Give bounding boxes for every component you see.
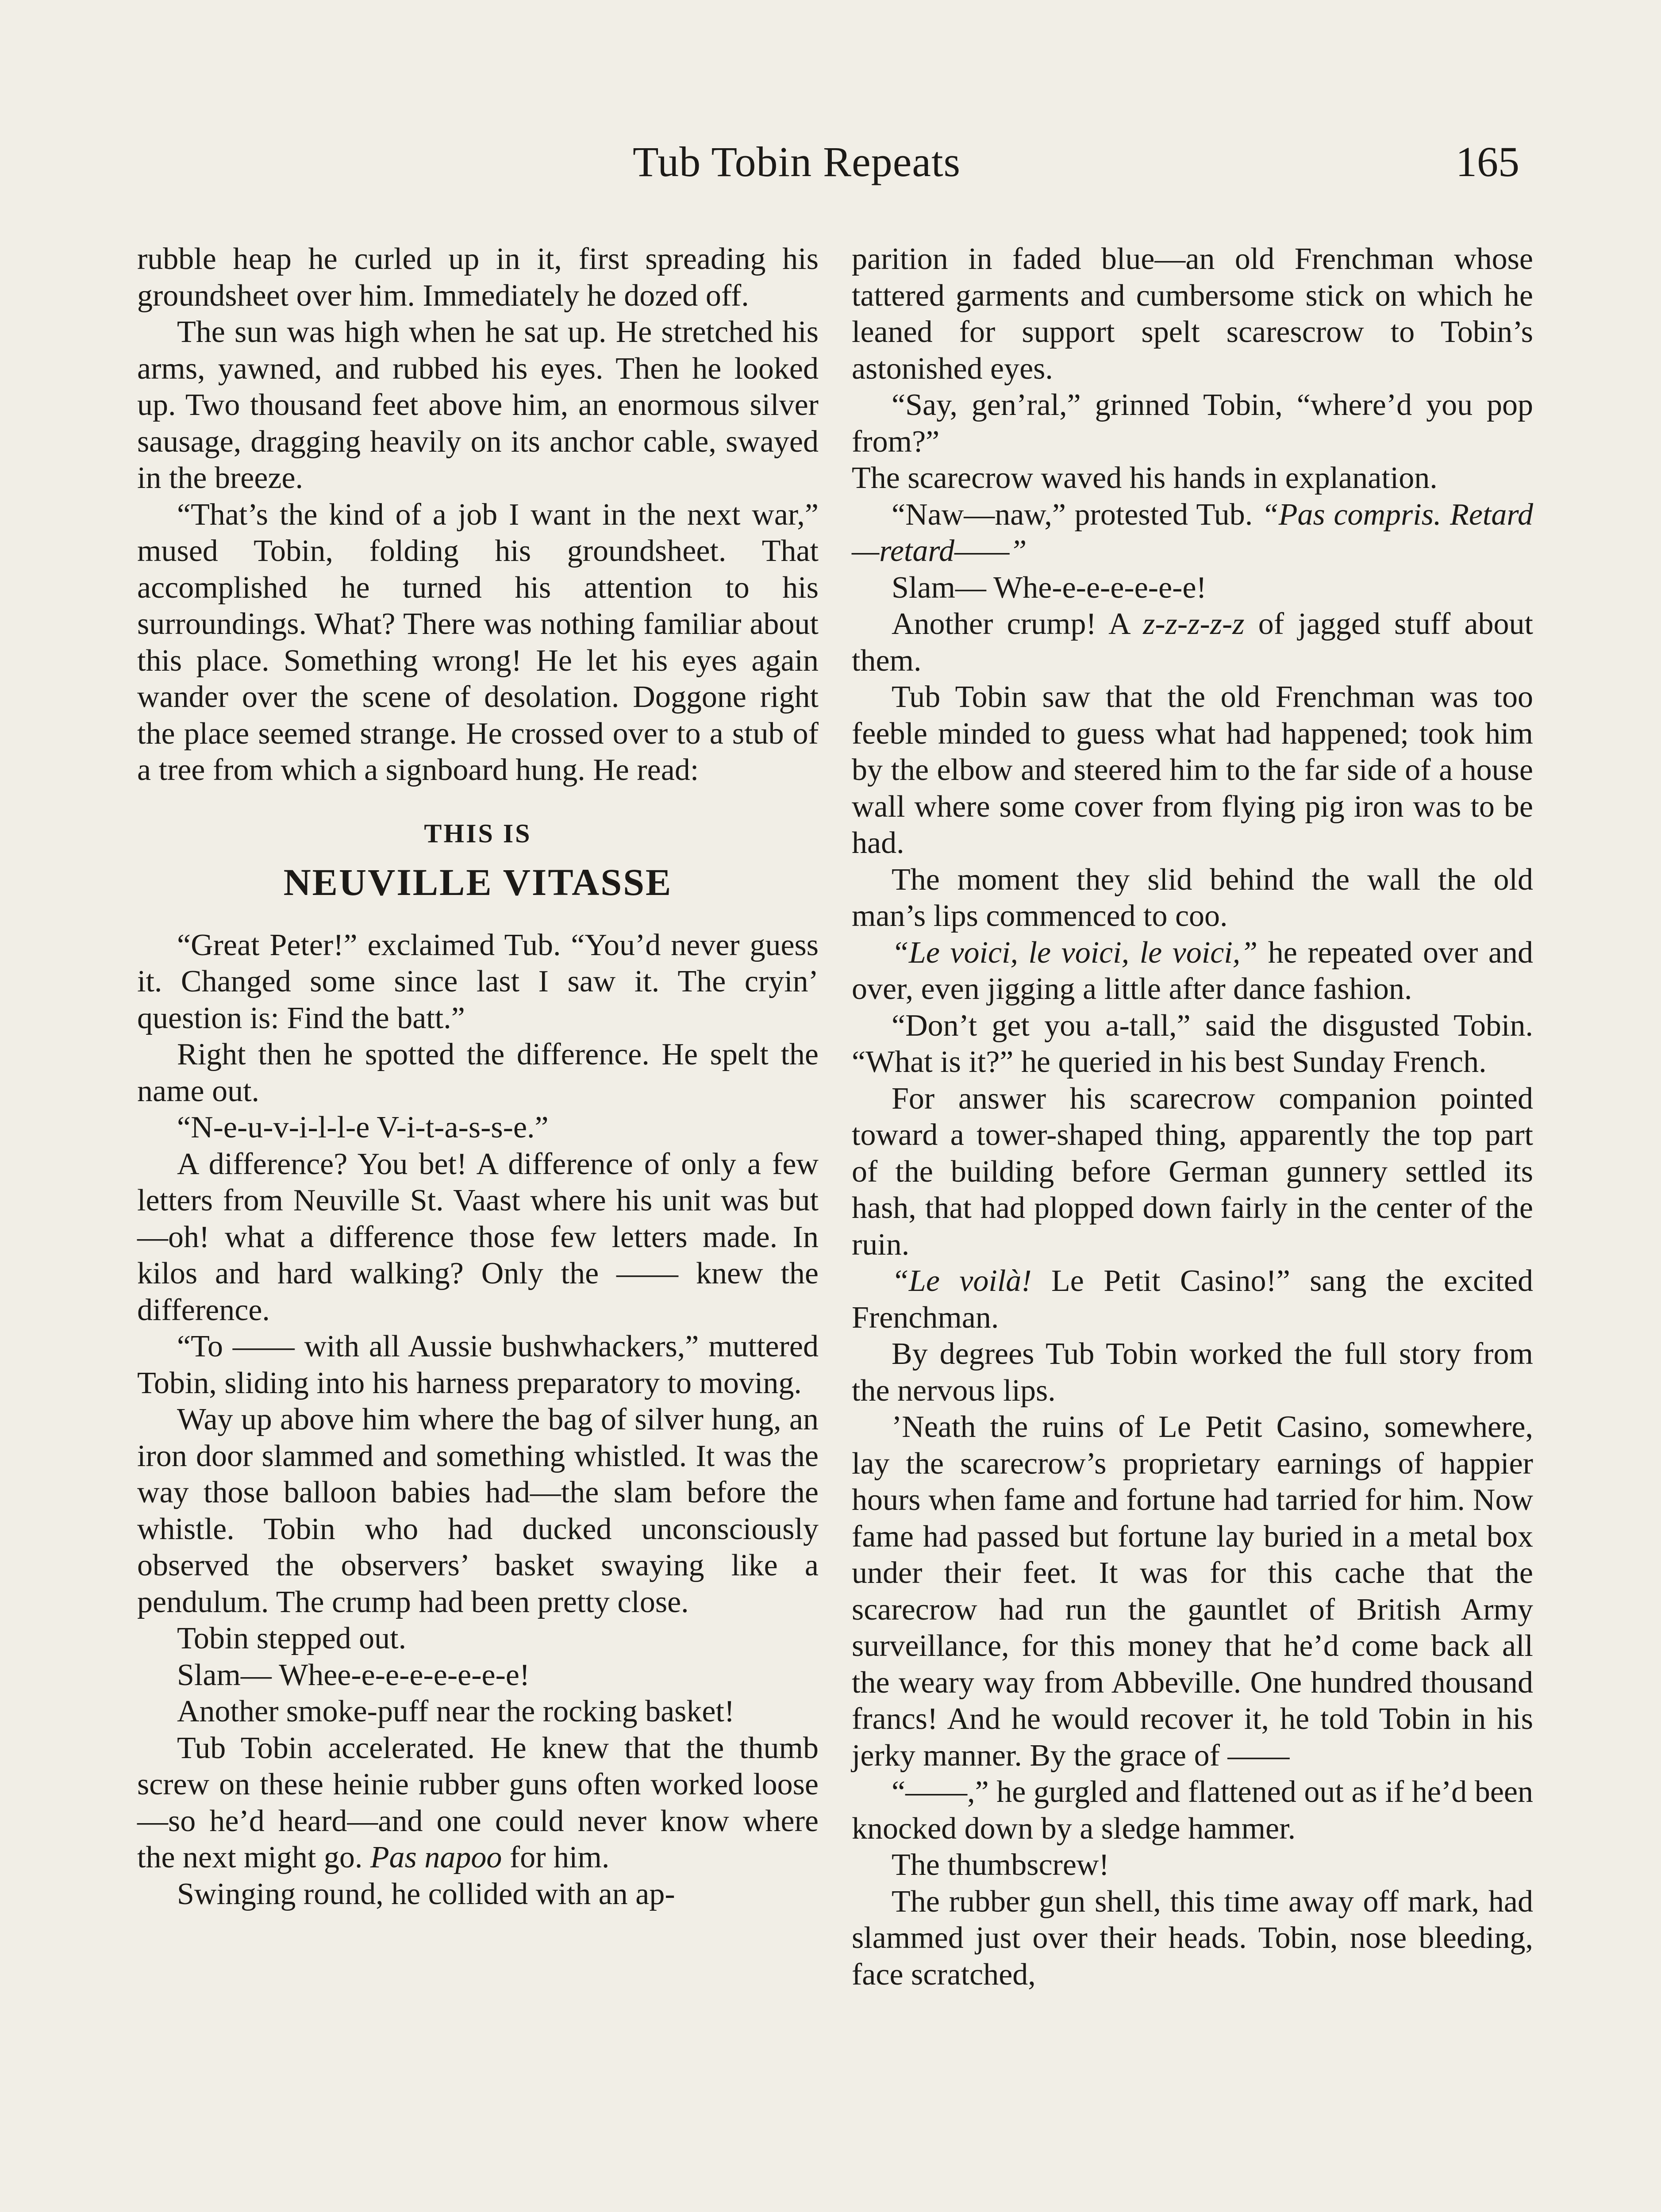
paragraph: “N-e-u-v-i-l-l-e V-i-t-a-s-s-e.” xyxy=(177,1110,549,1144)
paragraph-text: for him. xyxy=(502,1840,610,1874)
paragraph: A difference? You bet! A difference of only a few letters from Neuville St. Vaast where his unit was but—oh! what a difference those few letters made. In kilos and hard walking? Only the —— knew the difference. xyxy=(137,1147,819,1327)
italic-phrase: “Le voici, le voici, le voici,” xyxy=(892,935,1258,970)
italic-phrase: Pas napoo xyxy=(370,1840,502,1874)
paragraph-text: Le Petit Casino!” sang the excited Frenchman. xyxy=(852,1264,1533,1335)
paragraph xyxy=(137,1730,819,1876)
paragraph: ’Neath the ruins of Le Petit Casino, somewhere, lay the scarecrow’s proprietary earnings of happier hours when fame and fortune had tarried for him. Now fame had passed but fortune lay buried in a metal box under their feet. It was for this cache that the scarecrow had run the gauntlet of British Army surveillance, for this money that he’d come back all the weary way from Abbeville. One hundred thousand francs! And he would recover it, he told Tobin in his jerky manner. By the grace of —— xyxy=(852,1410,1533,1773)
paragraph xyxy=(852,497,1533,570)
paragraph: “——,” he gurgled and flattened out as if he’d been knocked down by a sledge hammer. xyxy=(852,1775,1533,1846)
paragraph: “Say, gen’ral,” grinned Tobin, “where’d you pop from?” xyxy=(852,388,1533,459)
right-column xyxy=(852,241,1533,1993)
paragraph: The sun was high when he sat up. He stretched his arms, yawned, and rubbed his eyes. Then he looked up. Two thousand feet above him, an enormous silver sausage, dragging heavily on its anchor cable, swayed in the breeze. xyxy=(137,315,819,495)
paragraph: Another smoke-puff near the rocking basket! xyxy=(177,1694,735,1728)
paragraph: Right then he spotted the difference. He spelt the name out. xyxy=(137,1037,819,1108)
paragraph: “To —— with all Aussie bushwhackers,” muttered Tobin, sliding into his harness preparatory to moving. xyxy=(137,1329,819,1400)
paragraph: Tobin stepped out. xyxy=(177,1621,407,1655)
italic-phrase: “Pas compris. Retard—retard——” xyxy=(852,497,1533,568)
paragraph: The scarecrow waved his hands in explanation. xyxy=(852,461,1438,495)
paragraph: For answer his scarecrow companion pointed toward a tower-shaped thing, apparently the top part of the building before German gunnery settled its hash, that had plopped down fairly in the center of the ruin. xyxy=(852,1081,1533,1262)
paragraph-text: of jagged stuff about them. xyxy=(852,607,1533,678)
paragraph: Slam— Whe-e-e-e-e-e-e! xyxy=(892,570,1207,605)
signboard-heading-small: THIS IS xyxy=(424,818,532,848)
paragraph: Tub Tobin saw that the old Frenchman was too feeble minded to guess what had happened; took him by the elbow and steered him to the far side of a house wall where some cover from flying pig iron was to be had. xyxy=(852,680,1533,860)
paragraph-text: Another crump! A xyxy=(892,607,1143,641)
paragraph: Slam— Whee-e-e-e-e-e-e-e! xyxy=(177,1658,530,1692)
paragraph: rubble heap he curled up in it, first spreading his groundsheet over him. Immediately he dozed off. xyxy=(137,242,819,313)
paragraph: Swinging round, he collided with an ap- xyxy=(177,1877,675,1911)
paragraph: “Great Peter!” exclaimed Tub. “You’d never guess it. Changed some since last I saw it. The cryin’ question is: Find the batt.” xyxy=(137,928,819,1035)
left-column xyxy=(137,241,819,1912)
page-number: 165 xyxy=(1456,138,1519,185)
paragraph-text: he repeated over and over, even jigging a little after dance fashion. xyxy=(852,935,1533,1006)
paragraph: By degrees Tub Tobin worked the full story from the nervous lips. xyxy=(852,1337,1533,1408)
paragraph xyxy=(852,1263,1533,1336)
running-title: Tub Tobin Repeats xyxy=(633,138,961,185)
italic-phrase: “Le voilà! xyxy=(892,1264,1032,1298)
page-header xyxy=(0,137,1661,204)
paragraph: parition in faded blue—an old Frenchman whose tattered garments and cumbersome stick on which he leaned for support spelt scarescrow to Tobin’s astonished eyes. xyxy=(852,242,1533,386)
paragraph xyxy=(852,606,1533,679)
paragraph: Way up above him where the bag of silver hung, an iron door slammed and something whistled. It was the way those balloon babies had—the slam before the whistle. Tobin who had ducked unconsciously observed the observers’ basket swaying like a pendulum. The crump had been pretty close. xyxy=(137,1402,819,1619)
paragraph: “That’s the kind of a job I want in the next war,” mused Tobin, folding his groundsheet. That accomplished he turned his attention to his surroundings. What? There was nothing familiar about this place. Something wrong! He let his eyes again wander over the scene of desolation. Doggone right the place seemed strange. He crossed over to a stub of a tree from which a signboard hung. He read: xyxy=(137,497,819,787)
signboard-heading-large: NEUVILLE VITASSE xyxy=(283,861,673,903)
paragraph xyxy=(852,935,1533,1008)
paragraph-text: Tub Tobin accelerated. He knew that the thumb screw on these heinie rubber guns often worked loose—so he’d heard—and one could never know where the next might go. xyxy=(137,1731,819,1874)
paragraph-text: “Naw—naw,” protested Tub. xyxy=(892,497,1261,532)
paragraph: The moment they slid behind the wall the old man’s lips commenced to coo. xyxy=(852,862,1533,933)
paragraph: The thumbscrew! xyxy=(892,1848,1109,1882)
paragraph: “Don’t get you a-tall,” said the disgusted Tobin. “What is it?” he queried in his best Sunday French. xyxy=(852,1008,1533,1079)
italic-phrase: z-z-z-z-z xyxy=(1143,607,1245,641)
paragraph: The rubber gun shell, this time away off mark, had slammed just over their heads. Tobin, nose bleeding, face scratched, xyxy=(852,1884,1533,1992)
